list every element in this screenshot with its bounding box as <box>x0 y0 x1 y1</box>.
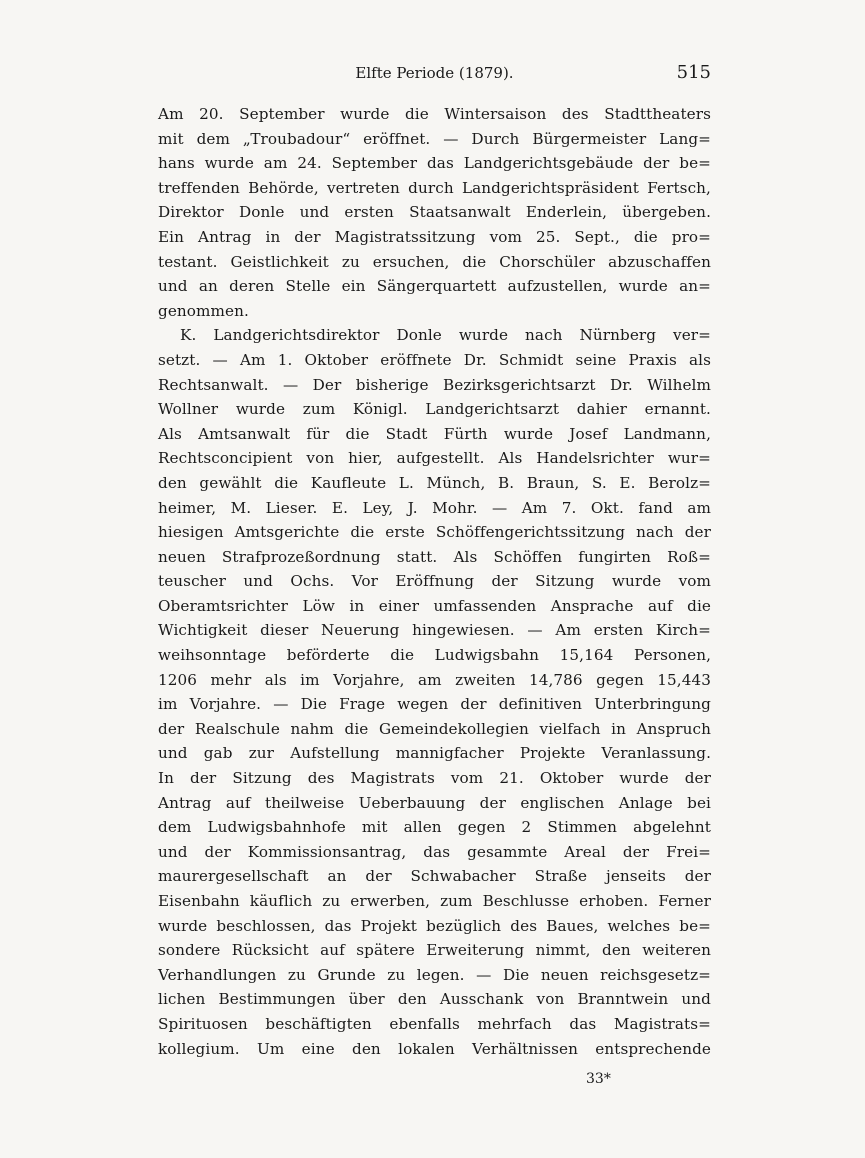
text-line: und der Kommissionsantrag, das gesammte Areal der Frei= <box>158 842 711 861</box>
page-header <box>158 62 711 92</box>
text-line: Rechtsanwalt. — Der bisherige Bezirksgerichtsarzt Dr. Wilhelm <box>158 375 711 394</box>
text-line: Oberamtsrichter Löw in einer umfassenden Ansprache auf die <box>158 596 711 615</box>
text-line: hiesigen Amtsgerichte die erste Schöffengerichtssitzung nach der <box>158 523 711 542</box>
text-line: Wollner wurde zum Königl. Landgerichtsarzt dahier ernannt. <box>158 400 711 419</box>
page-footer <box>158 1067 711 1097</box>
text-line: treffenden Behörde, vertreten durch Landgerichtspräsident Fertsch, <box>158 178 711 197</box>
body-text <box>158 102 711 1061</box>
text-line: Antrag auf theilweise Ueberbauung der englischen Anlage bei <box>158 793 711 812</box>
page-number: 515 <box>676 62 711 83</box>
text-line: Spirituosen beschäftigten ebenfalls mehrfach das Magistrats= <box>158 1014 711 1033</box>
text-line: K. Landgerichtsdirektor Donle wurde nach Nürnberg ver= <box>180 326 711 345</box>
running-title: Elfte Periode (1879). <box>355 64 514 82</box>
text-line: heimer, M. Lieser. E. Ley, J. Mohr. — Am 7. Okt. fand am <box>158 498 711 517</box>
text-line: und an deren Stelle ein Sängerquartett aufzustellen, wurde an= <box>158 277 711 296</box>
text-line: 1206 mehr als im Vorjahre, am zweiten 14,786 gegen 15,443 <box>158 670 711 689</box>
text-line: kollegium. Um eine den lokalen Verhältnissen entsprechende <box>158 1039 711 1058</box>
text-line: maurergesellschaft an der Schwabacher Straße jenseits der <box>158 867 711 886</box>
text-line: und gab zur Aufstellung mannigfacher Projekte Veranlassung. <box>158 744 711 763</box>
text-line: Rechtsconcipient von hier, aufgestellt. Als Handelsrichter wur= <box>158 449 711 468</box>
text-line: teuscher und Ochs. Vor Eröffnung der Sitzung wurde vom <box>158 572 711 591</box>
text-line: lichen Bestimmungen über den Ausschank von Branntwein und <box>158 990 711 1009</box>
text-line: Direktor Donle und ersten Staatsanwalt Enderlein, übergeben. <box>158 203 711 222</box>
text-line: testant. Geistlichkeit zu ersuchen, die Chorschüler abzuschaffen <box>158 252 711 271</box>
text-line: genommen. <box>158 301 249 320</box>
book-page <box>158 62 711 1097</box>
text-line: Am 20. September wurde die Wintersaison des Stadttheaters <box>158 105 711 123</box>
printer-signature: 33* <box>586 1071 611 1088</box>
text-line: Wichtigkeit dieser Neuerung hingewiesen. — Am ersten Kirch= <box>158 621 711 640</box>
text-line: wurde beschlossen, das Projekt bezüglich des Baues, welches be= <box>158 916 711 935</box>
text-line: mit dem „Troubadour“ eröffnet. — Durch Bürgermeister Lang= <box>158 129 711 148</box>
text-line: sondere Rücksicht auf spätere Erweiterung nimmt, den weiteren <box>158 941 711 960</box>
text-line: Eisenbahn käuflich zu erwerben, zum Beschlusse erhoben. Ferner <box>158 892 711 910</box>
text-line: dem Ludwigsbahnhofe mit allen gegen 2 Stimmen abgelehnt <box>158 818 711 837</box>
text-line: Verhandlungen zu Grunde zu legen. — Die neuen reichsgesetz= <box>158 965 711 984</box>
text-line: In der Sitzung des Magistrats vom 21. Oktober wurde der <box>158 769 711 788</box>
text-line: setzt. — Am 1. Oktober eröffnete Dr. Schmidt seine Praxis als <box>158 350 711 369</box>
text-line: im Vorjahre. — Die Frage wegen der definitiven Unterbringung <box>158 695 711 714</box>
text-line: der Realschule nahm die Gemeindekollegien vielfach in Anspruch <box>158 719 711 738</box>
text-line: Ein Antrag in der Magistratssitzung vom 25. Sept., die pro= <box>158 227 711 246</box>
text-line: Als Amtsanwalt für die Stadt Fürth wurde Josef Landmann, <box>158 424 711 443</box>
text-line: weihsonntage beförderte die Ludwigsbahn 15,164 Personen, <box>158 646 711 665</box>
text-line: den gewählt die Kaufleute L. Münch, B. Braun, S. E. Berolz= <box>158 473 711 492</box>
text-line: hans wurde am 24. September das Landgerichtsgebäude der be= <box>158 154 711 173</box>
text-line: neuen Strafprozeßordnung statt. Als Schöffen fungirten Roß= <box>158 547 711 566</box>
